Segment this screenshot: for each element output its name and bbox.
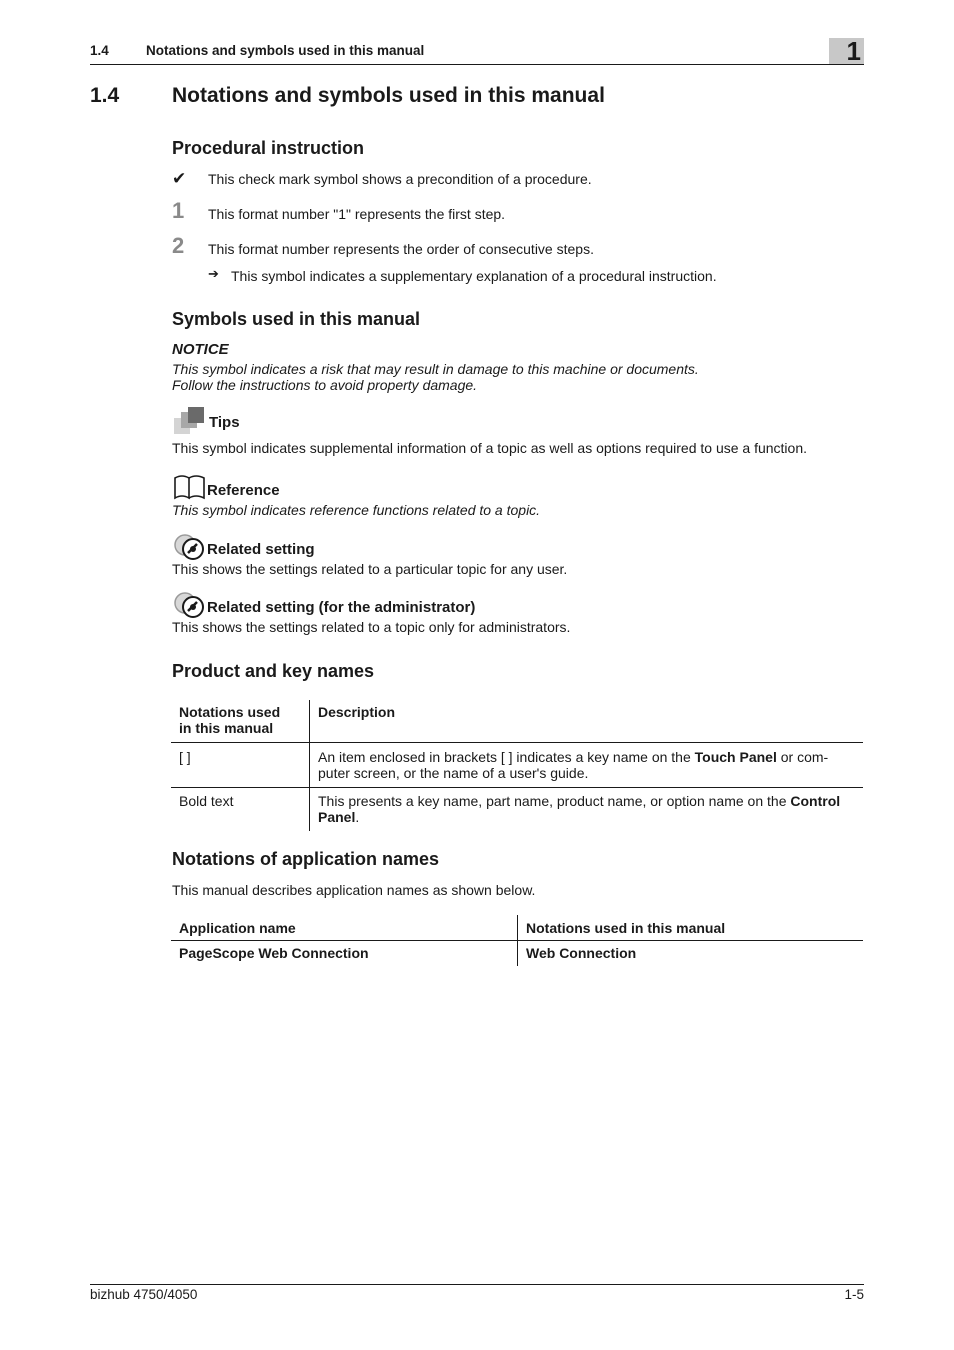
related-setting-admin-text: This shows the settings related to a topic only for administrators. bbox=[172, 619, 571, 635]
section-number: 1.4 bbox=[90, 84, 120, 107]
footer-page-number: 1-5 bbox=[844, 1287, 864, 1302]
notice-line-2: Follow the instructions to avoid property damage. bbox=[172, 377, 478, 393]
table-cell: An item enclosed in brackets [ ] indicates a key name on the Touch Panel or com- puter screen, or the name of a user's guide. bbox=[318, 749, 829, 781]
table-cell: PageScope Web Connection bbox=[171, 941, 518, 967]
step-1-number: 1 bbox=[172, 198, 185, 223]
footer-rule bbox=[90, 1284, 864, 1285]
tips-label: Tips bbox=[209, 414, 240, 431]
header-section-title: Notations and symbols used in this manual bbox=[146, 43, 425, 58]
check-mark-icon: ✔ bbox=[172, 169, 187, 188]
table-cell: Bold text bbox=[171, 788, 310, 832]
table-header-row bbox=[171, 915, 863, 941]
table-row bbox=[171, 941, 863, 967]
procedural-heading: Procedural instruction bbox=[172, 138, 365, 158]
table-cell: [ ] bbox=[171, 743, 310, 788]
related-setting-text: This shows the settings related to a particular topic for any user. bbox=[172, 561, 568, 577]
product-heading: Product and key names bbox=[172, 661, 375, 681]
application-names-table bbox=[171, 915, 863, 966]
related-setting-icon bbox=[173, 533, 207, 561]
related-setting-label: Related setting bbox=[207, 541, 315, 558]
header-section-number: 1.4 bbox=[90, 43, 109, 58]
table-header-row bbox=[171, 700, 863, 743]
header-rule bbox=[90, 64, 864, 65]
arrow-right-icon: ➔ bbox=[208, 266, 219, 281]
step-2-text: This format number represents the order of consecutive steps. bbox=[208, 241, 594, 257]
chapter-tab bbox=[829, 38, 864, 64]
step-1-text: This format number "1" represents the first step. bbox=[208, 206, 506, 222]
table-row bbox=[171, 788, 863, 832]
step-2-number: 2 bbox=[172, 233, 185, 258]
table-header-cell: Description bbox=[318, 704, 396, 720]
check-text: This check mark symbol shows a precondition of a procedure. bbox=[208, 171, 592, 187]
symbols-heading: Symbols used in this manual bbox=[172, 309, 421, 329]
tips-text: This symbol indicates supplemental information of a topic as well as options required to use a function. bbox=[172, 440, 808, 456]
reference-label: Reference bbox=[207, 482, 280, 499]
notice-label: NOTICE bbox=[172, 341, 229, 358]
table-header-cell: Application name bbox=[171, 915, 518, 941]
book-icon bbox=[173, 474, 207, 500]
table-cell: Web Connection bbox=[526, 945, 637, 961]
table-row bbox=[171, 743, 863, 788]
supplementary-text: This symbol indicates a supplementary explanation of a procedural instruction. bbox=[231, 268, 717, 284]
appnames-intro: This manual describes application names as shown below. bbox=[172, 882, 536, 898]
footer-model: bizhub 4750/4050 bbox=[90, 1287, 198, 1302]
appnames-heading: Notations of application names bbox=[172, 849, 440, 869]
section-title: Notations and symbols used in this manual bbox=[172, 84, 605, 107]
table-header-cell: Notations used in this manual bbox=[171, 700, 310, 743]
notice-line-1: This symbol indicates a risk that may result in damage to this machine or documents. bbox=[172, 361, 699, 377]
product-key-table bbox=[171, 700, 863, 831]
related-setting-admin-label: Related setting (for the administrator) bbox=[207, 599, 476, 616]
related-setting-admin-icon bbox=[173, 591, 207, 619]
reference-text: This symbol indicates reference functions related to a topic. bbox=[172, 502, 541, 518]
table-header-cell: Notations used in this manual bbox=[526, 920, 726, 936]
tips-icon bbox=[173, 406, 207, 436]
chapter-number: 1 bbox=[846, 36, 861, 66]
table-cell: This presents a key name, part name, product name, or option name on the Control Panel. bbox=[318, 793, 841, 825]
